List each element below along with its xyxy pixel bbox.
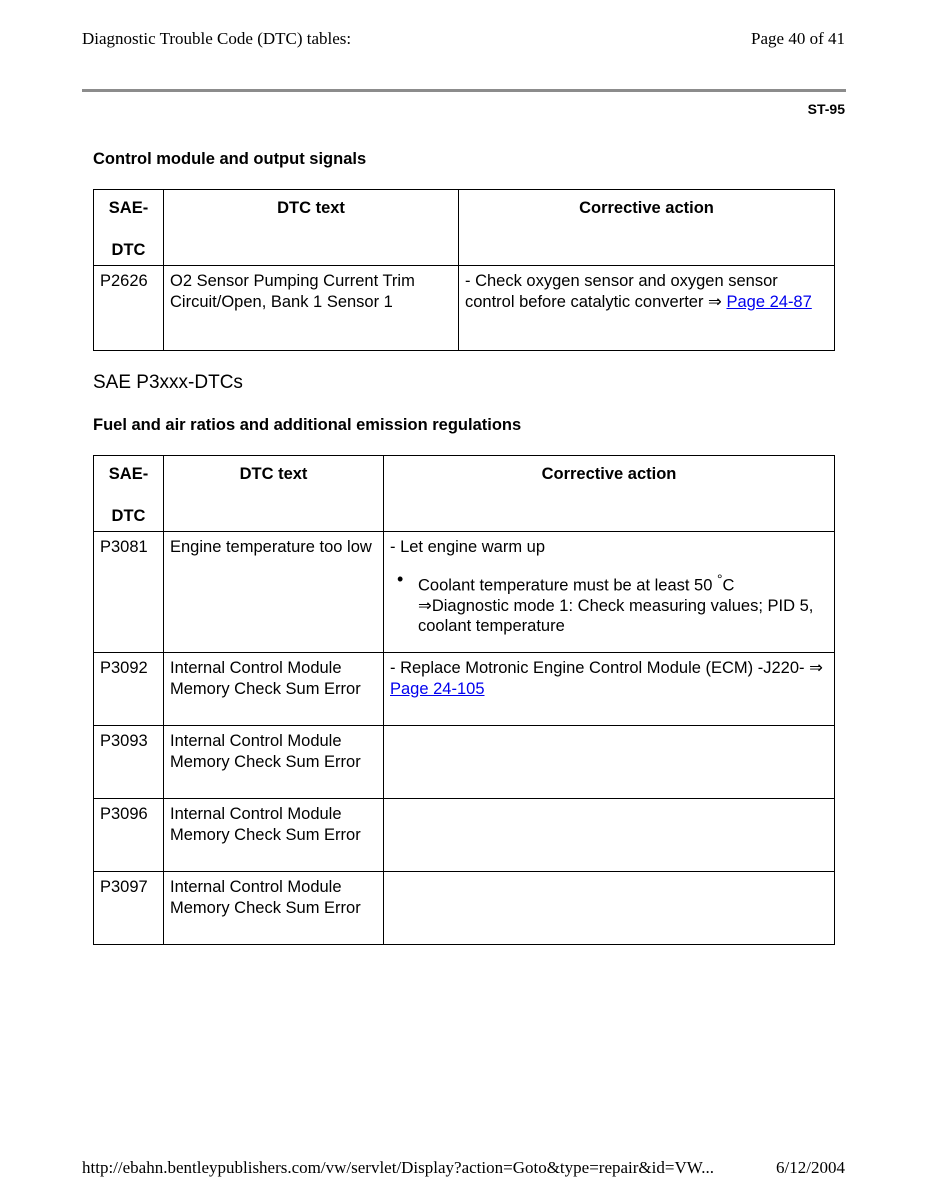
list-item <box>418 570 828 637</box>
section1-heading: Control module and output signals <box>93 150 367 168</box>
dtc-table-fuel-air <box>93 455 835 945</box>
dtc-text: Internal Control Module Memory Check Sum Error <box>164 726 384 799</box>
dtc-code: P3092 <box>94 653 164 726</box>
page-link[interactable]: Page 24-87 <box>726 292 812 311</box>
dtc-code: P3093 <box>94 726 164 799</box>
bullet-text: Coolant temperature must be at least 50 <box>418 576 713 594</box>
arrow-icon: ⇒ <box>708 292 722 311</box>
action-text: - Replace Motronic Engine Control Module (ECM) -J220- <box>390 659 805 677</box>
corrective-action <box>384 799 835 872</box>
temperature-unit: C <box>722 576 735 594</box>
table-header-row <box>94 190 835 266</box>
action-text: - Check oxygen sensor and oxygen sensor control before catalytic converter <box>465 272 778 311</box>
dtc-text: Internal Control Module Memory Check Sum Error <box>164 799 384 872</box>
action-bullet-list <box>390 570 828 637</box>
header-title: Diagnostic Trouble Code (DTC) tables: <box>82 29 352 48</box>
corrective-action <box>384 726 835 799</box>
arrow-icon: ⇒ <box>809 659 823 677</box>
dtc-text: O2 Sensor Pumping Current Trim Circuit/Open, Bank 1 Sensor 1 <box>164 266 459 351</box>
table-row <box>94 799 835 872</box>
page-number: Page 40 of 41 <box>751 29 845 48</box>
corrective-action <box>459 266 835 351</box>
col-header-dtc-text: DTC text <box>164 190 459 266</box>
dtc-text: Engine temperature too low <box>164 532 384 653</box>
col-header-corrective-action: Corrective action <box>459 190 835 266</box>
section2-heading: Fuel and air ratios and additional emission regulations <box>93 416 522 434</box>
corrective-action <box>384 872 835 945</box>
footer-url: http://ebahn.bentleypublishers.com/vw/servlet/Display?action=Goto&type=repair&id=VW... <box>82 1158 714 1177</box>
table-row <box>94 726 835 799</box>
col-header-dtc: DTC <box>111 506 146 525</box>
dtc-table-control-module <box>93 189 835 351</box>
footer-date: 6/12/2004 <box>776 1158 845 1177</box>
dtc-code: P2626 <box>94 266 164 351</box>
table-header-row <box>94 456 835 532</box>
dtc-text: Internal Control Module Memory Check Sum Error <box>164 872 384 945</box>
col-header-sae: SAE- <box>108 465 149 483</box>
col-header-sae-dtc <box>94 456 164 532</box>
section2-title: SAE P3xxx-DTCs <box>93 372 243 393</box>
header-divider <box>82 89 846 92</box>
dtc-text: Internal Control Module Memory Check Sum Error <box>164 653 384 726</box>
col-header-dtc-text: DTC text <box>164 456 384 532</box>
dtc-code: P3096 <box>94 799 164 872</box>
section-code: ST-95 <box>807 101 845 117</box>
table-row <box>94 266 835 351</box>
dtc-code: P3097 <box>94 872 164 945</box>
degree-symbol: ° <box>717 571 723 587</box>
bullet-text-continued: ⇒Diagnostic mode 1: Check measuring values; PID 5, coolant temperature <box>418 596 814 635</box>
action-text: - Let engine warm up <box>390 538 546 556</box>
col-header-sae: SAE- <box>108 199 149 217</box>
table-row <box>94 653 835 726</box>
corrective-action <box>384 653 835 726</box>
col-header-dtc: DTC <box>111 240 146 259</box>
table-row <box>94 872 835 945</box>
corrective-action <box>384 532 835 653</box>
dtc-code: P3081 <box>94 532 164 653</box>
page-link[interactable]: Page 24-105 <box>390 679 485 698</box>
col-header-corrective-action: Corrective action <box>384 456 835 532</box>
col-header-sae-dtc <box>94 190 164 266</box>
table-row <box>94 532 835 653</box>
